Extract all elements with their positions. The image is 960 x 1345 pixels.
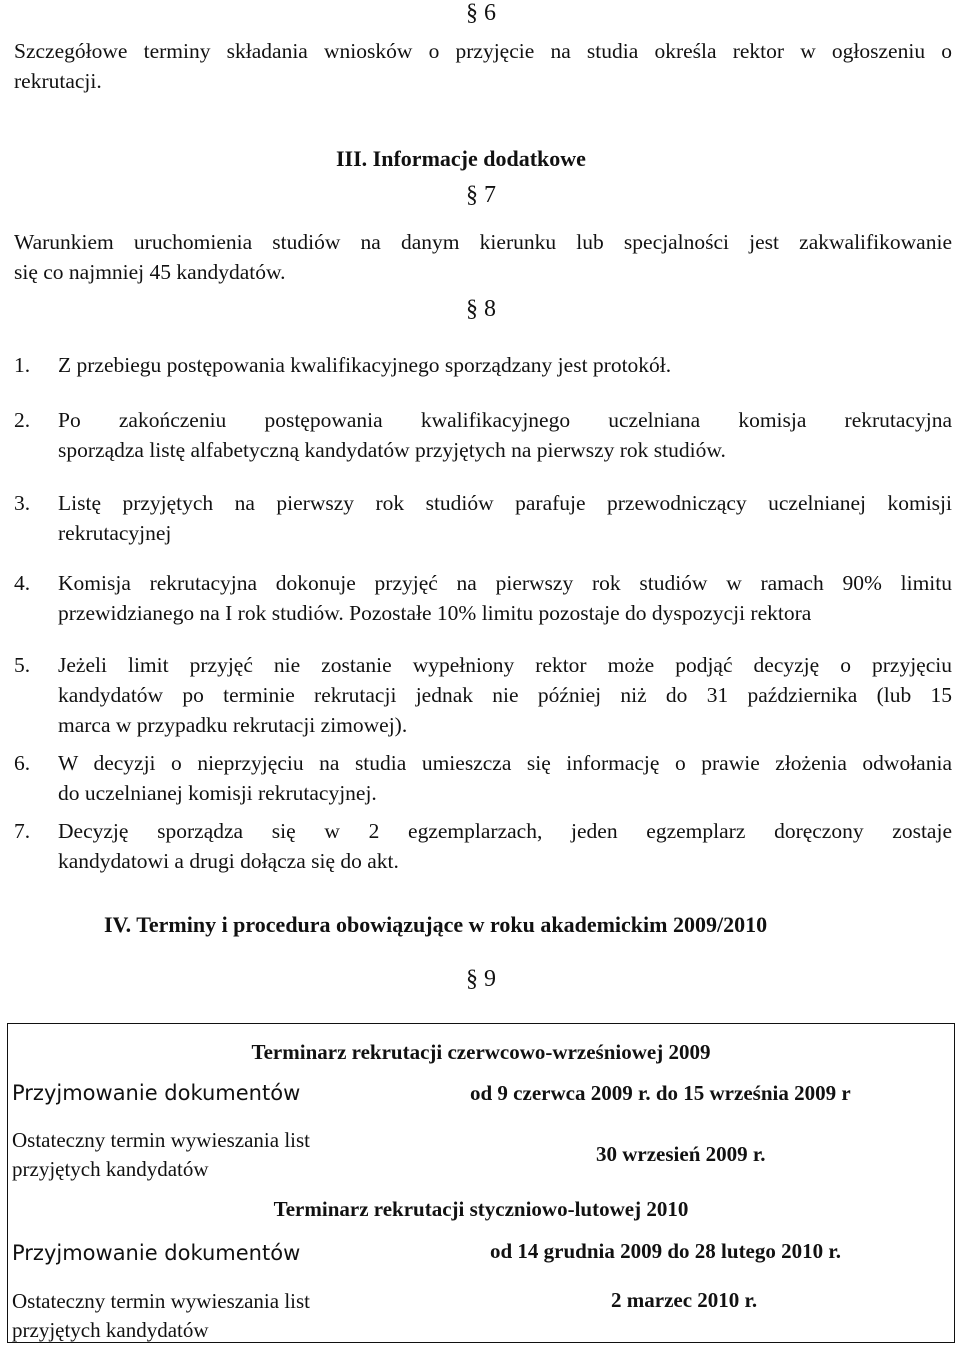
winter-documents-dates: od 14 grudnia 2009 do 28 lutego 2010 r. — [490, 1239, 842, 1263]
list-item-6 — [14, 748, 952, 808]
winter-list-date: 2 marzec 2010 r. — [611, 1288, 758, 1312]
summer-list-date: 30 wrzesień 2009 r. — [596, 1142, 766, 1166]
section-6-marker: § 6 — [466, 0, 496, 26]
heading-iv: IV. Terminy i procedura obowiązujące w roku akademickim 2009/2010 — [104, 912, 768, 937]
list-item-4-line-2: przewidzianego na I rok studiów. Pozostałe 10% limitu pozostaje do dyspozycji rektora — [58, 601, 812, 625]
list-item-3-number: 3. — [14, 491, 31, 515]
paragraph-6 — [14, 36, 952, 96]
list-item-7-line-1: Decyzję sporządza się w 2 egzemplarzach, jeden egzemplarz doręczony zostaje — [58, 819, 952, 843]
list-item-2-line-2: sporządza listę alfabetyczną kandydatów przyjętych na pierwszy rok studiów. — [58, 438, 726, 462]
paragraph-7-line-2: się co najmniej 45 kandydatów. — [14, 260, 286, 284]
heading-iii: III. Informacje dodatkowe — [336, 146, 586, 171]
list-item-3 — [14, 488, 952, 548]
winter-schedule-title: Terminarz rekrutacji styczniowo-lutowej 2010 — [273, 1197, 689, 1221]
paragraph-7-line-1: Warunkiem uruchomienia studiów na danym kierunku lub specjalności jest zakwalifikowanie — [14, 230, 952, 254]
list-item-3-line-1: Listę przyjętych na pierwszy rok studiów parafuje przewodniczący uczelnianej komisji — [58, 491, 952, 515]
section-8-marker: § 8 — [466, 296, 496, 322]
list-item-7-number: 7. — [14, 819, 31, 843]
paragraph-7 — [14, 227, 952, 287]
summer-list-label-line-2: przyjętych kandydatów — [12, 1157, 209, 1181]
winter-list-label-line-2: przyjętych kandydatów — [12, 1318, 209, 1342]
list-item-2-line-1: Po zakończeniu postępowania kwalifikacyjnego uczelniana komisja rekrutacyjna — [58, 408, 952, 432]
section-9-marker: § 9 — [466, 966, 496, 992]
list-item-6-number: 6. — [14, 751, 31, 775]
list-item-3-line-2: rekrutacyjnej — [58, 521, 172, 545]
list-item-1-line-1: Z przebiegu postępowania kwalifikacyjnego sporządzany jest protokół. — [58, 353, 672, 377]
list-item-7 — [14, 816, 952, 876]
list-item-5-line-1: Jeżeli limit przyjęć nie zostanie wypełniony rektor może podjąć decyzję o przyjęciu — [58, 653, 952, 677]
paragraph-6-line-2: rekrutacji. — [14, 69, 102, 93]
list-item-2 — [14, 405, 952, 465]
list-item-4 — [14, 568, 952, 628]
list-item-4-number: 4. — [14, 571, 31, 595]
list-item-1 — [14, 350, 952, 380]
summer-documents-dates: od 9 czerwca 2009 r. do 15 września 2009 r — [470, 1081, 851, 1105]
list-item-6-line-2: do uczelnianej komisji rekrutacyjnej. — [58, 781, 377, 805]
recruitment-schedule-table — [7, 1023, 955, 1343]
summer-documents-label: Przyjmowanie dokumentów — [12, 1081, 301, 1105]
list-item-4-line-1: Komisja rekrutacyjna dokonuje przyjęć na pierwszy rok studiów w ramach 90% limitu — [58, 571, 952, 595]
winter-documents-label: Przyjmowanie dokumentów — [12, 1241, 301, 1265]
summer-schedule-title: Terminarz rekrutacji czerwcowo-wrześniowej 2009 — [251, 1040, 711, 1064]
list-item-5-line-3: marca w przypadku rekrutacji zimowej). — [58, 713, 408, 737]
list-item-5 — [14, 650, 952, 740]
list-item-1-number: 1. — [14, 353, 31, 377]
paragraph-6-line-1: Szczegółowe terminy składania wniosków o przyjęcie na studia określa rektor w ogłoszeniu o — [14, 39, 952, 63]
summer-list-label-line-1: Ostateczny termin wywieszania list — [12, 1128, 310, 1152]
winter-list-label-line-1: Ostateczny termin wywieszania list — [12, 1289, 310, 1313]
list-item-5-line-2: kandydatów po terminie rekrutacji jednak nie później niż do 31 października (lub 15 — [58, 683, 952, 707]
list-item-5-number: 5. — [14, 653, 31, 677]
list-item-7-line-2: kandydatowi a drugi dołącza się do akt. — [58, 849, 399, 873]
section-7-marker: § 7 — [466, 182, 496, 208]
list-item-6-line-1: W decyzji o nieprzyjęciu na studia umieszcza się informację o prawie złożenia odwołania — [58, 751, 952, 775]
list-item-2-number: 2. — [14, 408, 31, 432]
